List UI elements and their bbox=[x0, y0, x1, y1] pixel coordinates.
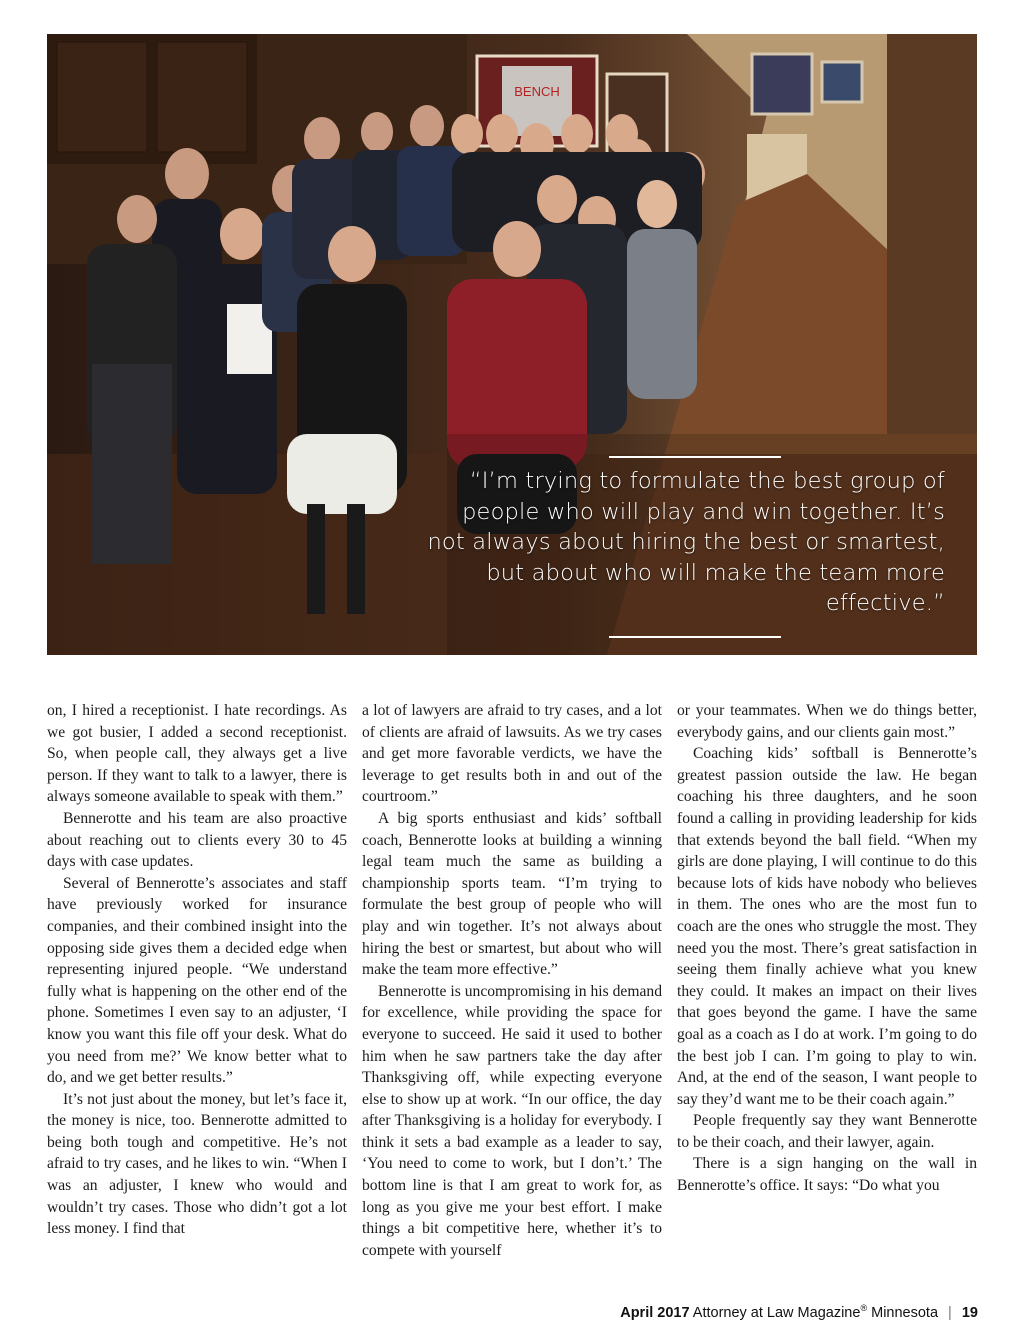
paragraph: There is a sign hanging on the wall in Bennerotte’s office. It says: “Do what you bbox=[677, 1155, 977, 1195]
article-column-1 bbox=[47, 700, 347, 1240]
paragraph: A big sports enthusiast and kids’ softball coach, Bennerotte looks at building a winning legal team much the same as building a championship sports team. “I’m trying to formulate the best group of people who will play and win together. It’s not always about hiring the best or smartest, but about who will make the team more effective.” bbox=[362, 809, 662, 979]
pull-quote-rule-top bbox=[609, 456, 781, 458]
page-number: 19 bbox=[961, 1304, 978, 1321]
team-group-photo bbox=[47, 34, 977, 655]
pull-quote-rule-bottom bbox=[609, 636, 781, 638]
paragraph: Several of Bennerotte’s associates and staff have previously worked for insurance companies, and their combined insight into the opposing side gives them a decided edge when representing injured people. “We understand fully what is happening on the other end of the phone. Sometimes I even say to an adjuster, ‘I know you want this file off your desk. What do you need from me?’ We know better what to do, and we get better results.” bbox=[47, 874, 347, 1087]
paragraph: a lot of lawyers are afraid to try cases, and a lot of clients are afraid of lawsuits. As we try cases and get more favorable verdicts, we have the leverage to get results both in and out of the courtroom.” bbox=[362, 702, 662, 806]
pull-quote: “I’m trying to formulate the best group of people who will play and win together. It’s not always about hiring the best or smartest, but about who will make the team more effective.” bbox=[427, 468, 945, 616]
paragraph: Coaching kids’ softball is Bennerotte’s greatest passion outside the law. He began coaching his three daughters, and he soon found a calling in providing leadership for kids that extends beyond the ball field. “When my girls are done playing, I will continue to do this because lots of kids have nobody who believes in them. The ones who are the most fun to coach are the ones who struggle the most. They need you the most. There’s great satisfaction in seeing them finally achieve what you knew they could. It makes an impact on their lives that goes beyond the game. I have the same goal as a coach as I do at work. I’m going to do the best job I can. I’m going to play to win. And, at the end of the season, I want people to say they’d want me to be their coach again.” bbox=[677, 745, 977, 1108]
issue-date: April 2017 bbox=[620, 1304, 690, 1321]
article-column-2 bbox=[362, 700, 662, 1261]
paragraph: People frequently say they want Bennerotte to be their coach, and their lawyer, again. bbox=[677, 1112, 977, 1151]
registered-mark: ® bbox=[860, 1303, 868, 1313]
region: Minnesota bbox=[871, 1304, 939, 1321]
paragraph: Bennerotte is uncompromising in his demand for excellence, while providing the space for everyone to succeed. He said it used to bother him when he saw partners take the day after Thanksgiving off, while expecting everyone else to show up at work. “In our office, the day after Thanksgiving is a holiday for everybody. I think it sets a bad example as a leader to say, ‘You need to come to work, but I don’t.’ The bottom line is that I am great to work for, as long as you give me your best effort. I make things a bit competitive here, whether it’s to compete with yourself bbox=[362, 982, 662, 1259]
paragraph: Bennerotte and his team are also proactive about reaching out to clients every 30 to 45 days with case updates. bbox=[47, 809, 347, 871]
article-column-3 bbox=[677, 700, 977, 1197]
page-footer bbox=[620, 1303, 978, 1321]
jersey-text: BENCH bbox=[514, 84, 560, 99]
magazine-name: Attorney at Law Magazine bbox=[692, 1304, 861, 1321]
footer-divider: | bbox=[948, 1304, 952, 1321]
paragraph: It’s not just about the money, but let’s face it, the money is nice, too. Bennerotte admitted to being both tough and competitive. He’s not afraid to try cases, and he likes to win. “When I was an adjuster, I knew who would and wouldn’t try cases. Those who didn’t got a lot less money. I find that bbox=[47, 1090, 347, 1238]
paragraph: on, I hired a receptionist. I hate recordings. As we got busier, I added a second receptionist. So, when people call, they always get a live person. If they want to talk to a lawyer, there is always someone available to speak with them.” bbox=[47, 702, 347, 806]
paragraph: or your teammates. When we do things better, everybody gains, and our clients gain most.” bbox=[677, 702, 977, 741]
